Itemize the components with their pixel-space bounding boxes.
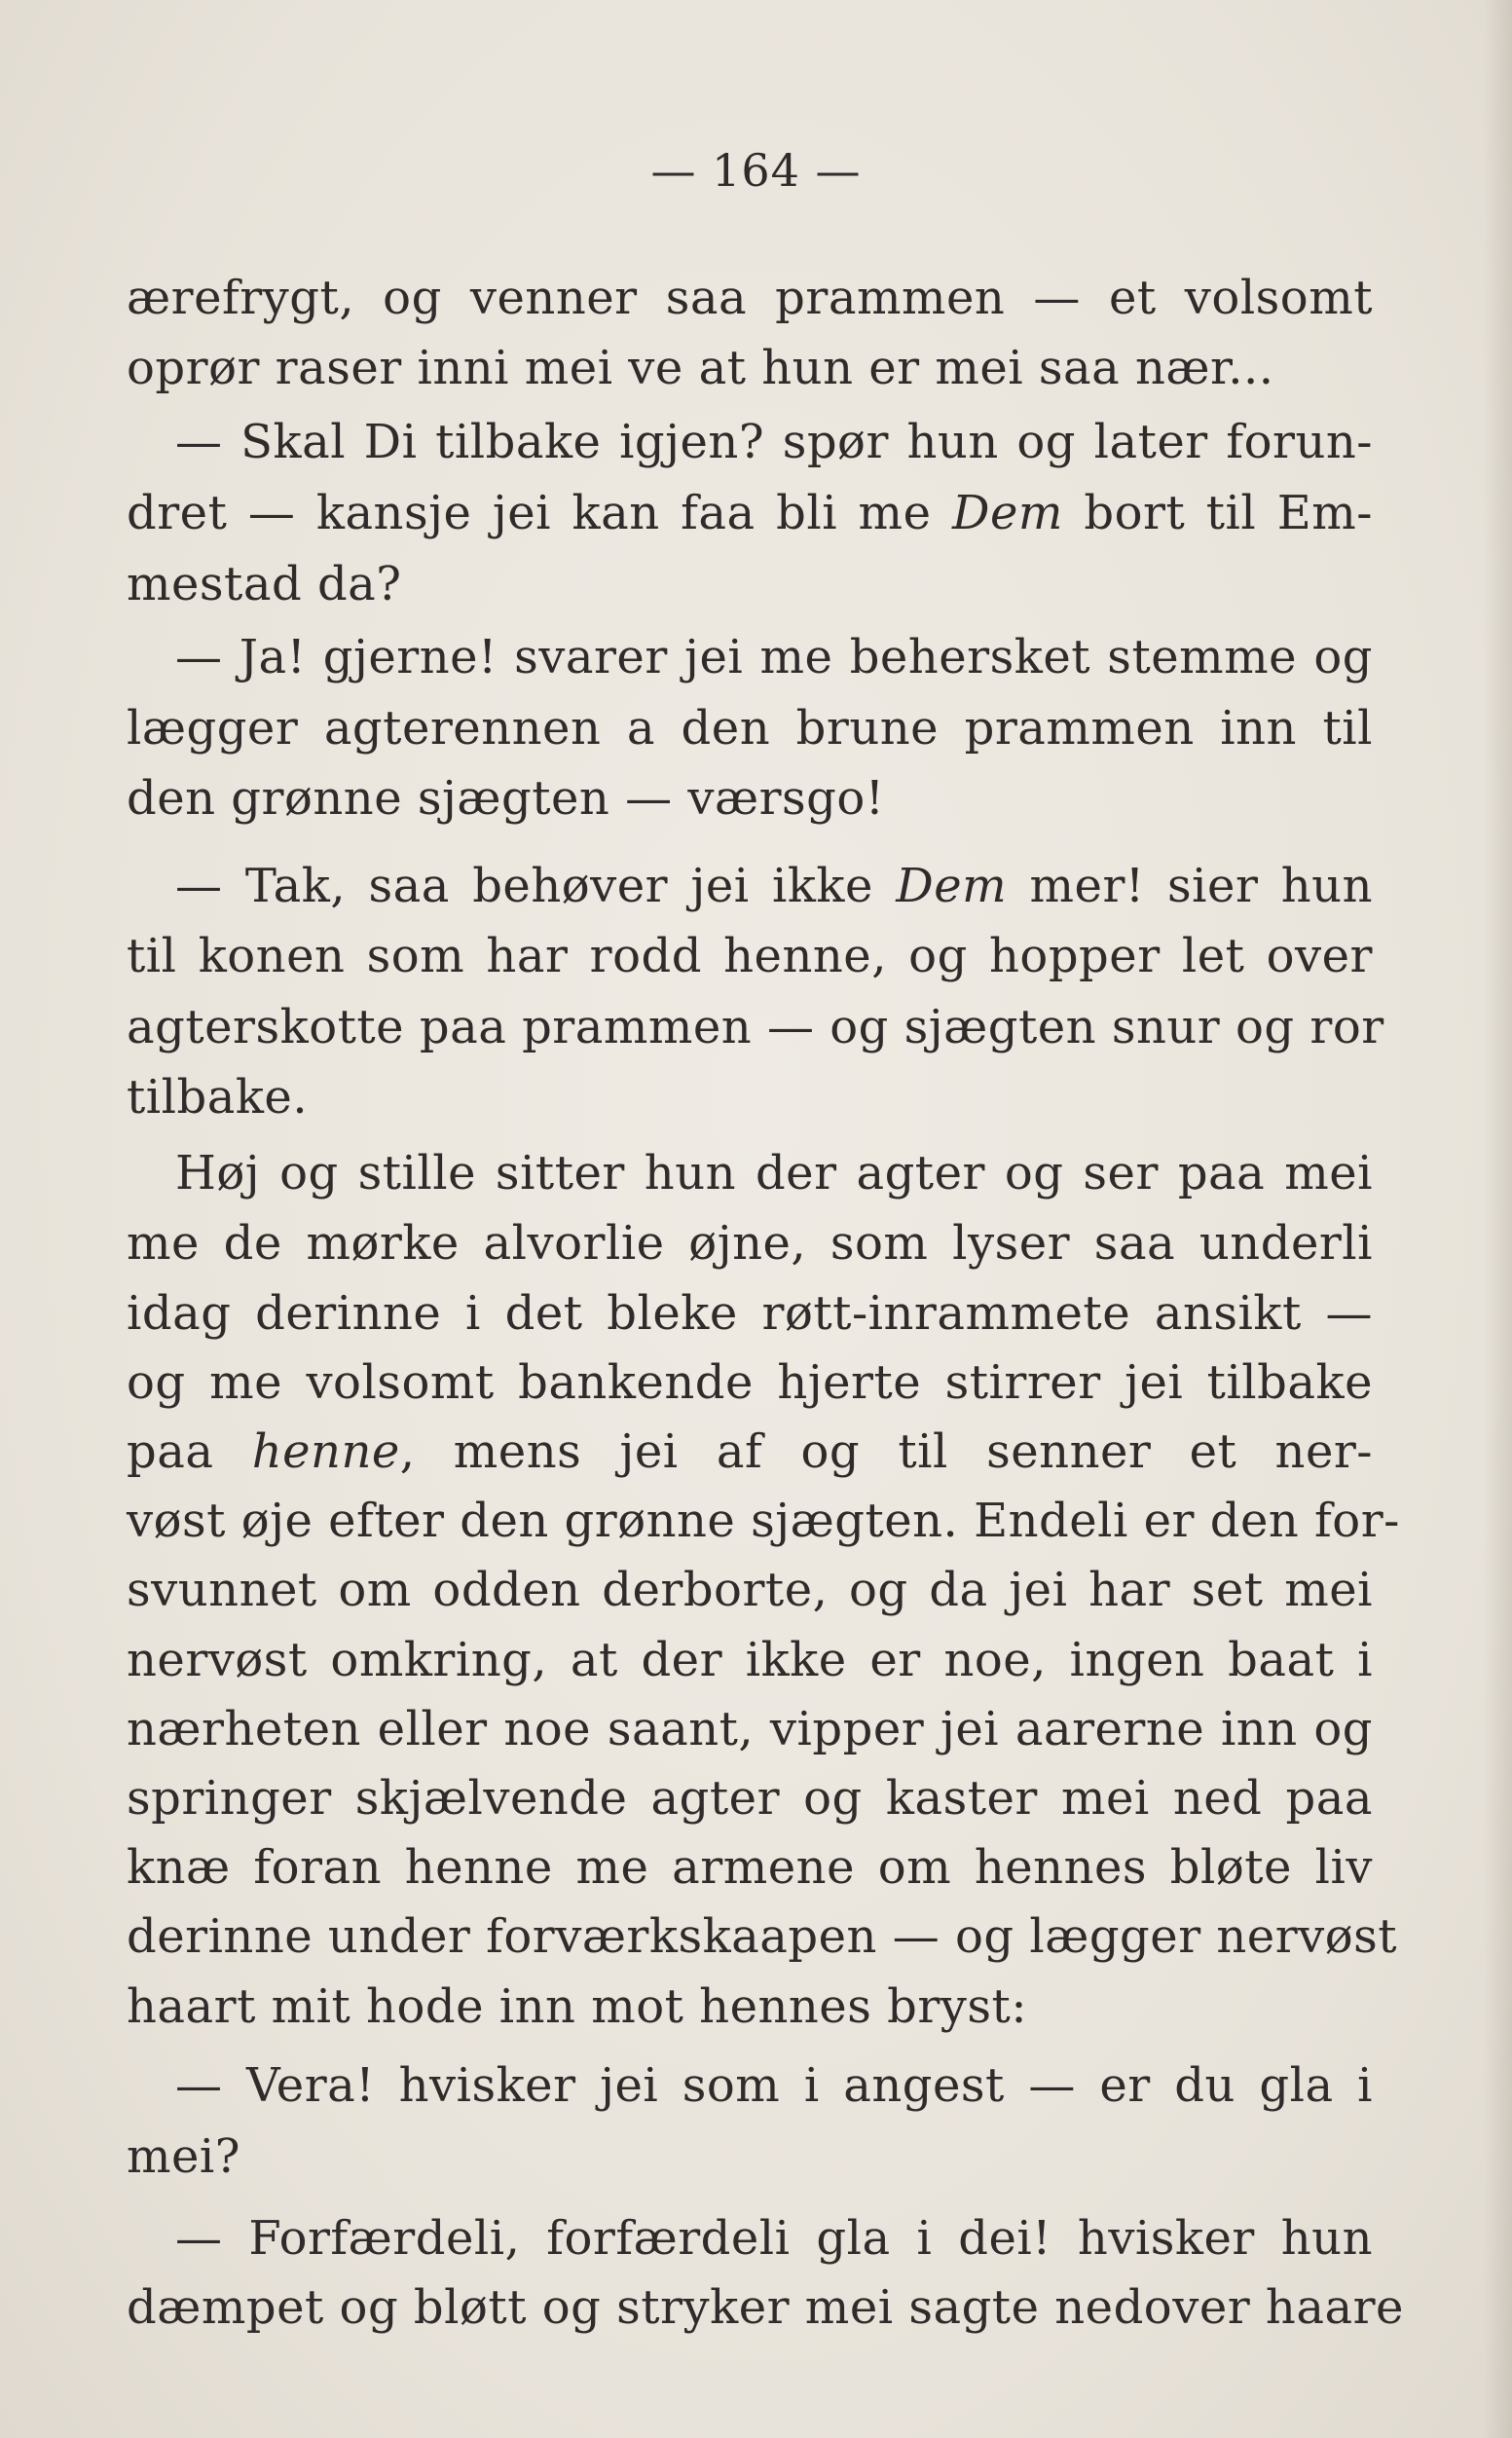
text-line: springer skjælvende agter og kaster mei ned paa xyxy=(127,1771,1373,1826)
text-line: — Tak, saa behøver jei ikke Dem mer! sier hun xyxy=(175,859,1373,913)
text-line: — Skal Di tilbake igjen? spør hun og later forun- xyxy=(175,415,1373,469)
text-line: haart mit hode inn mot hennes bryst: xyxy=(127,1979,1027,2034)
text-line: oprør raser inni mei ve at hun er mei saa nær... xyxy=(127,341,1274,395)
text-line: dæmpet og bløtt og stryker mei sagte nedover haare xyxy=(127,2280,1404,2335)
text-line: knæ foran henne me armene om hennes bløte liv xyxy=(127,1840,1373,1895)
italic-word: henne xyxy=(251,1424,400,1479)
text-line: — Forfærdeli, forfærdeli gla i dei! hvisker hun xyxy=(175,2211,1373,2266)
text-line: ærefrygt, og venner saa prammen — et volsomt xyxy=(127,271,1373,325)
text-line: — Ja! gjerne! svarer jei me behersket stemme og xyxy=(175,630,1373,684)
italic-word: Dem xyxy=(951,486,1063,540)
text-line: tilbake. xyxy=(127,1070,309,1125)
text-line: lægger agterennen a den brune prammen inn til xyxy=(127,701,1373,756)
text-line: og me volsomt bankende hjerte stirrer jei tilbake xyxy=(127,1355,1373,1410)
text-line: vøst øje efter den grønne sjægten. Endeli er den for- xyxy=(127,1494,1400,1548)
text-line: idag derinne i det bleke røtt-inrammete ansikt — xyxy=(127,1286,1373,1341)
text-line: mestad da? xyxy=(127,557,402,611)
text-line: agterskotte paa prammen — og sjægten snur og ror xyxy=(127,1000,1384,1054)
page-edge-shadow xyxy=(1483,0,1512,2438)
text-line: paa henne, mens jei af og til senner et ner- xyxy=(127,1424,1374,1479)
text-line: — Vera! hvisker jei som i angest — er du gla i xyxy=(175,2058,1373,2113)
text-line: nærheten eller noe saant, vipper jei aarerne inn og xyxy=(127,1702,1373,1756)
italic-word: Dem xyxy=(896,859,1008,913)
text-line: svunnet om odden derborte, og da jei har set mei xyxy=(127,1563,1373,1617)
text-line: dret — kansje jei kan faa bli me Dem bort til Em- xyxy=(127,486,1374,540)
text-line: me de mørke alvorlie øjne, som lyser saa underli xyxy=(127,1216,1373,1271)
text-line: nervøst omkring, at der ikke er noe, ingen baat i xyxy=(127,1633,1373,1687)
text-line: mei? xyxy=(127,2129,241,2184)
text-line: den grønne sjægten — værsgo! xyxy=(127,771,885,826)
text-line: Høj og stille sitter hun der agter og ser paa mei xyxy=(175,1146,1373,1201)
page-number: — 164 — xyxy=(650,144,862,197)
text-line: til konen som har rodd henne, og hopper let over xyxy=(127,929,1373,983)
text-line: derinne under forværkskaapen — og lægger nervøst xyxy=(127,1909,1398,1964)
